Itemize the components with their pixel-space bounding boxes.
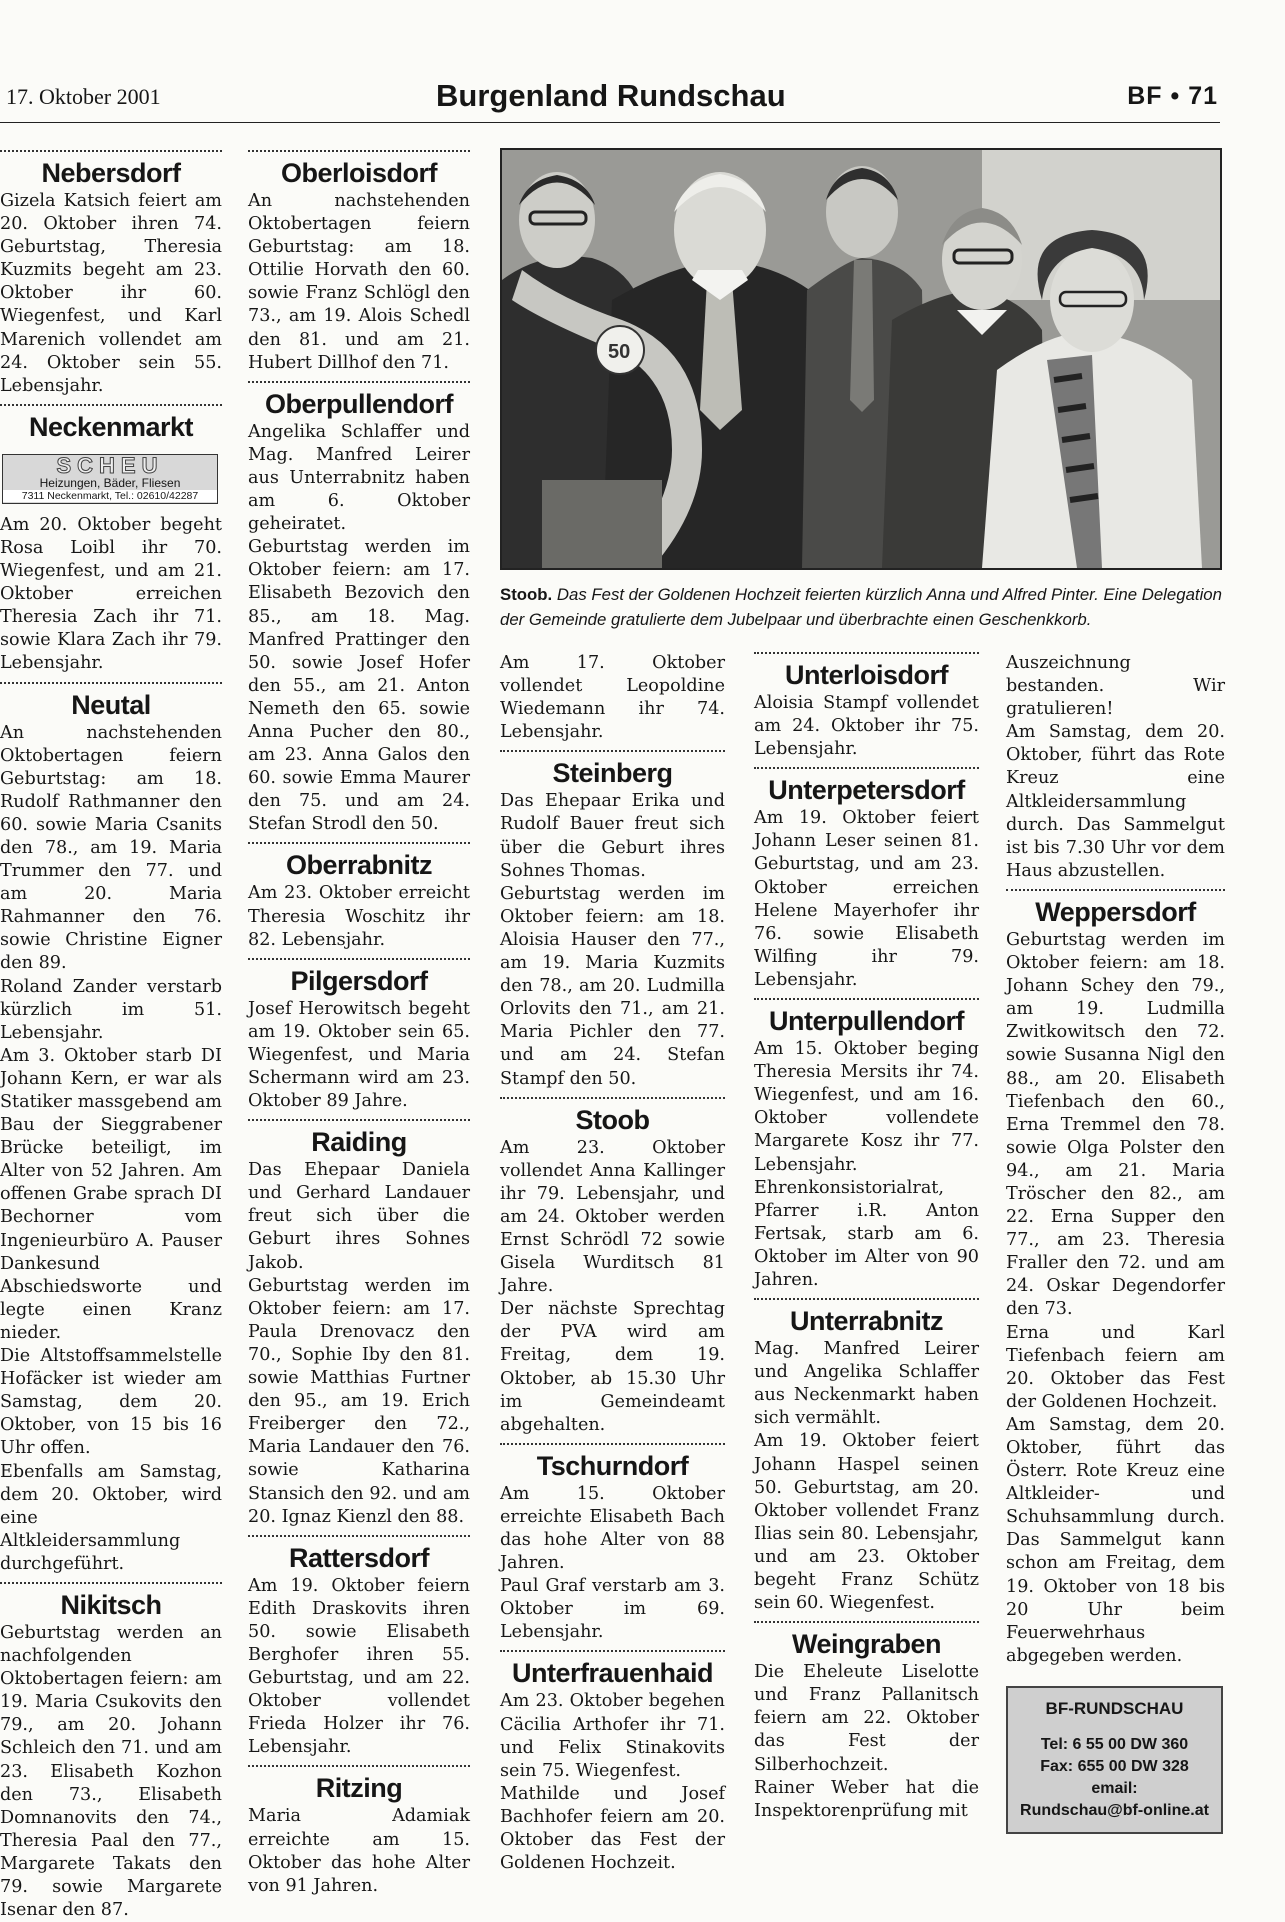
section-tschurndorf	[500, 1443, 725, 1645]
badge-number: 50	[608, 341, 631, 363]
contact-email-label: email:	[1091, 1779, 1138, 1797]
section-nebersdorf	[0, 150, 222, 398]
section-ritzing-continued	[500, 652, 725, 744]
section-rattersdorf	[248, 1535, 470, 1760]
town-heading: Neckenmarkt	[28, 411, 194, 442]
article-text: Am 17. Oktober vollendet Leopoldine Wiedemann ihr 74. Lebensjahr.	[500, 653, 725, 743]
town-heading: Unterfrauenhaid	[511, 1658, 714, 1689]
article-paragraph: Roland Zander verstarb kürzlich im 51. Lebensjahr.	[0, 976, 222, 1043]
section-ritzing	[248, 1765, 470, 1897]
section-stoob	[500, 1097, 725, 1437]
article-paragraph: Ebenfalls am Samstag, dem 20. Oktober, wird eine Altkleidersammlung durchgeführt.	[0, 1461, 222, 1574]
article-paragraph: An nachstehenden Oktobertagen feiern Geburtstag: am 18. Rudolf Rathmanner den 60. sowie Maria Csanits den 78., am 19. Maria Trummer den 77. und am 20. Maria Rahmanner den 76. sowie Christine Eigner den 89.	[0, 722, 222, 974]
article-paragraph: Am 23. Oktober begehen Cäcilia Arthofer ihr 71. und Felix Stinakovits sein 75. Wiegenfest.	[500, 1691, 725, 1781]
section-unterloisdorf	[754, 652, 979, 761]
contact-title: BF-RUNDSCHAU	[1045, 1698, 1184, 1718]
town-heading: Unterloisdorf	[784, 660, 948, 690]
town-heading: Raiding	[311, 1127, 407, 1158]
town-heading: Nebersdorf	[41, 158, 181, 188]
section-oberpullendorf	[248, 381, 470, 837]
article-text: Maria Adamiak erreichte am 15. Oktober das hohe Alter von 91 Jahren.	[248, 1806, 470, 1896]
section-weppersdorf	[1006, 889, 1225, 1668]
article-paragraph: Rainer Weber hat die Inspektorenprüfung mit	[754, 1777, 979, 1821]
column-5	[1006, 652, 1225, 1834]
issue-date: 17. Oktober 2001	[6, 84, 161, 109]
section-neckenmarkt	[0, 404, 222, 676]
photo-caption	[500, 582, 1222, 632]
section-nikitsch	[0, 1582, 222, 1922]
article-paragraph: Geburtstag werden im Oktober feiern: am 17. Paula Drenovacz den 70., Sophie Iby den 81. sowie Matthias Furtner den 95., am 19. Erich Freiberger den 72., Maria Landauer den 76. sowie Katharina Stansich den 92. und am 20. Ignaz Kienzl den 88.	[248, 1275, 470, 1527]
caption-place: Stoob.	[500, 585, 553, 604]
article-paragraph: Geburtstag werden im Oktober feiern: am 17. Elisabeth Bezovich den 85., am 18. Mag. Manfred Prattinger den 50. sowie Josef Hofer den 55., am 21. Anton Nemeth den 65. sowie Anna Pucher den 80., am 23. Anna Galos den 60. sowie Emma Maurer den 75. und am 24. Stefan Strodl den 50.	[248, 537, 470, 835]
town-heading: Oberrabnitz	[285, 850, 433, 881]
article-paragraph: Der nächste Sprechtag der PVA wird am Freitag, dem 19. Oktober, ab 15.30 Uhr im Gemeindeamt abgehalten.	[500, 1299, 725, 1435]
page-header	[0, 74, 1220, 123]
ad-company-name: SCHEU	[56, 452, 164, 478]
section-neutal	[0, 682, 222, 1576]
town-heading: Stoob	[575, 1104, 650, 1135]
town-heading: Unterpetersdorf	[768, 775, 965, 806]
article-text: Am 19. Oktober feiert Johann Leser seinen 81. Geburtstag, und am 23. Oktober erreichen Helene Mayerhofer ihr 76. sowie Elisabeth Wilfing ihr 79. Lebensjahr.	[754, 808, 979, 990]
photo-illustration	[502, 150, 1220, 568]
town-heading: Oberpullendorf	[265, 388, 453, 419]
article-paragraph: Auszeichnung bestanden. Wir gratulieren!	[1006, 653, 1225, 720]
article-paragraph: Paul Graf verstarb am 3. Oktober im 69. Lebensjahr.	[500, 1576, 725, 1643]
contact-box	[1006, 1686, 1223, 1834]
section-unterpetersdorf	[754, 767, 979, 992]
town-heading: Tschurndorf	[536, 1450, 689, 1481]
section-oberrabnitz	[248, 842, 470, 951]
article-text: Am 20. Oktober begeht Rosa Loibl ihr 70. Wiegenfest, und am 21. Oktober erreichen Theresia Zach ihr 71. sowie Klara Zach ihr 79. Lebensjahr.	[0, 514, 222, 674]
article-paragraph: Geburtstag werden im Oktober feiern: am 18. Aloisia Hauser den 77., am 19. Maria Kuzmits den 78., am 20. Ludmilla Orlovits den 71., am 21. Maria Pichler den 77. und am 24. Stefan Stampf den 50.	[500, 883, 725, 1089]
article-paragraph: Angelika Schlaffer und Mag. Manfred Leirer aus Unterrabnitz haben am 6. Oktober geheiratet.	[248, 421, 470, 535]
article-text: Geburtstag werden an nachfolgenden Oktobertagen feiern: am 19. Maria Csukovits den 79., am 20. Johann Schleich den 71. und am 23. Elisabeth Kozhon den 73., Elisabeth Domnanovits den 74., Theresia Paal den 77., Margarete Takats den 79. sowie Margarete Isenar den 87.	[0, 1622, 222, 1921]
scheu-advertisement	[2, 454, 218, 504]
article-text: An nachstehenden Oktobertagen feiern Geburtstag: am 18. Ottilie Horvath den 60. sowie Franz Schlögl den 73., am 19. Alois Schedl den 81. und am 21. Hubert Dillhof den 71.	[248, 191, 470, 373]
column-3	[500, 652, 725, 1875]
section-weingraben-continued	[1006, 652, 1225, 883]
town-heading: Ritzing	[315, 1773, 403, 1804]
column-2	[248, 150, 470, 1898]
town-heading: Weppersdorf	[1035, 896, 1196, 927]
article-paragraph: Die Altstoffsammelstelle Hofäcker ist wieder am Samstag, dem 20. Oktober, von 15 bis 16 Uhr offen.	[0, 1346, 222, 1459]
section-unterrabnitz	[754, 1298, 979, 1615]
article-paragraph: Die Eheleute Liselotte und Franz Pallanitsch feiern am 22. Oktober das Fest der Silberhochzeit.	[754, 1662, 979, 1775]
section-oberloisdorf	[248, 150, 470, 375]
town-heading: Neutal	[71, 689, 151, 720]
article-paragraph: Erna und Karl Tiefenbach feiern am 20. Oktober das Fest der Goldenen Hochzeit.	[1006, 1322, 1225, 1412]
article-text: Am 19. Oktober feiern Edith Draskovits ihren 50. sowie Elisabeth Berghofer ihren 55. Geburtstag, und am 22. Oktober vollendet Frieda Holzer ihr 76. Lebensjahr.	[248, 1575, 470, 1758]
town-heading: Pilgersdorf	[290, 965, 428, 996]
section-weingraben	[754, 1621, 979, 1823]
town-heading: Oberloisdorf	[280, 158, 437, 188]
town-heading: Unterpullendorf	[769, 1006, 964, 1037]
article-text: Am 23. Oktober erreicht Theresia Woschitz ihr 82. Lebensjahr.	[248, 883, 470, 950]
article-paragraph: Mathilde und Josef Bachhofer feiern am 20. Oktober das Fest der Goldenen Hochzeit.	[500, 1783, 725, 1874]
newspaper-title: Burgenland Rundschau	[436, 78, 786, 113]
contact-fax: Fax: 655 00 DW 328	[1040, 1757, 1189, 1775]
article-paragraph: Mag. Manfred Leirer und Angelika Schlaffer aus Neckenmarkt haben sich vermählt.	[754, 1339, 979, 1429]
article-paragraph: Am 23. Oktober vollendet Anna Kallinger ihr 79. Lebensjahr, und am 24. Oktober werden Ernst Schrödl 72 sowie Gisela Wurditsch 81 Jahre.	[500, 1137, 725, 1297]
town-heading: Unterrabnitz	[789, 1306, 943, 1337]
article-paragraph: Das Ehepaar Daniela und Gerhard Landauer freut sich über die Geburt ihres Sohnes Jakob.	[248, 1160, 470, 1273]
article-text: Gizela Katsich feiert am 20. Oktober ihren 74. Geburtstag, Theresia Kuzmits begeht am 23. Oktober ihr 60. Wiegenfest, und Karl Marenich vollendet am 24. Oktober sein 55. Lebensjahr.	[0, 191, 222, 396]
section-unterfrauenhaid	[500, 1650, 725, 1875]
article-paragraph: Am 15. Oktober erreichte Elisabeth Bach das hohe Alter von 88 Jahren.	[500, 1483, 725, 1574]
golden-wedding-photo	[500, 148, 1222, 570]
article-paragraph: Am 19. Oktober feiert Johann Haspel seinen 50. Geburtstag, am 20. Oktober vollendet Franz Ilias sein 80. Lebensjahr, und am 23. Oktober begeht Franz Schütz sein 60. Wiegenfest.	[754, 1431, 979, 1614]
section-unterpullendorf	[754, 998, 979, 1292]
ad-address: 7311 Neckenmarkt, Tel.: 02610/42287	[3, 490, 217, 502]
town-heading: Rattersdorf	[288, 1542, 430, 1573]
article-text: Josef Herowitsch begeht am 19. Oktober sein 65. Wiegenfest, und Maria Schermann wird am 23. Oktober 89 Jahre.	[248, 998, 470, 1112]
contact-email[interactable]: Rundschau@bf-online.at	[1020, 1801, 1209, 1819]
caption-text: Das Fest der Goldenen Hochzeit feierten kürzlich Anna und Alfred Pinter. Eine Delegation der Gemeinde gratulierte dem Jubelpaar und überbrachte einen Geschenkkorb.	[500, 585, 1222, 629]
article-text: Aloisia Stampf vollendet am 24. Oktober ihr 75. Lebensjahr.	[754, 693, 979, 760]
gift-basket	[542, 480, 662, 568]
section-steinberg	[500, 750, 725, 1090]
article-paragraph: Am 3. Oktober starb DI Johann Kern, er war als Statiker massgebend am Bau der Sieggrabener Brücke beteiligt, im Alter von 52 Jahren. Am offenen Grabe sprach DI Bechorner vom Ingenieurbüro A. Pauser Dankesund Abschiedsworte und legte einen Kranz nieder.	[0, 1045, 222, 1343]
article-paragraph: Am Samstag, dem 20. Oktober, führt das Österr. Rote Kreuz eine Altkleider- und Schuhsammlung durch. Das Sammelgut kann schon am Freitag, dem 19. Oktober von 18 bis 20 Uhr beim Feuerwehrhaus abgegeben werden.	[1006, 1414, 1225, 1666]
column-4	[754, 652, 979, 1823]
article-paragraph: Das Ehepaar Erika und Rudolf Bauer freut sich über die Geburt ihres Sohnes Thomas.	[500, 791, 725, 881]
town-heading: Nikitsch	[60, 1589, 162, 1620]
article-paragraph: Ehrenkonsistorialrat, Pfarrer i.R. Anton Fertsak, starb am 6. Oktober im Alter von 90 Jahren.	[754, 1177, 979, 1290]
section-pilgersdorf	[248, 958, 470, 1113]
article-paragraph: Am Samstag, dem 20. Oktober, führt das Rote Kreuz eine Altkleidersammlung durch. Das Sammelgut ist bis 7.30 Uhr vor dem Haus abzustellen.	[1006, 722, 1225, 881]
article-paragraph: Am 15. Oktober beging Theresia Mersits ihr 74. Wiegenfest, und am 16. Oktober vollendete Margarete Kosz ihr 77. Lebensjahr.	[754, 1039, 979, 1175]
town-heading: Steinberg	[552, 758, 673, 789]
town-heading: Weingraben	[791, 1629, 942, 1660]
page-number: BF • 71	[1127, 82, 1218, 110]
ad-services: Heizungen, Bäder, Fliesen	[39, 475, 181, 490]
article-paragraph: Geburtstag werden im Oktober feiern: am 18. Johann Schey den 79., am 19. Ludmilla Zwitkowitsch den 72. sowie Susanna Nigl den 88., am 20. Elisabeth Tiefenbach den 60., Erna Tremmel den 78. sowie Olga Polster den 94., am 21. Maria Tröscher den 82., am 22. Erna Supper den 77., am 23. Theresia Fraller den 72. und am 24. Oskar Degendorfer den 73.	[1006, 929, 1225, 1320]
section-raiding	[248, 1119, 470, 1529]
column-1	[0, 150, 222, 1922]
contact-tel: Tel: 6 55 00 DW 360	[1040, 1735, 1189, 1753]
